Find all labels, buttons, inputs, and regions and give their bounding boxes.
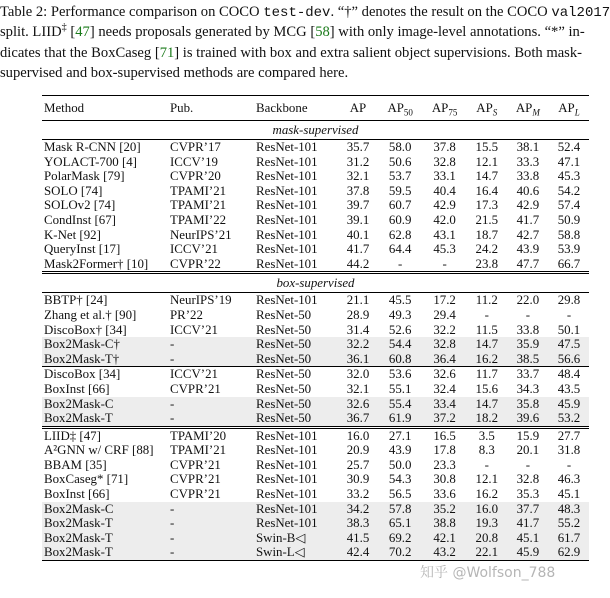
cell-apl: -: [566, 457, 572, 472]
cell-backbone: ResNet-101: [256, 212, 318, 227]
cell-backbone: ResNet-101: [256, 227, 318, 242]
col-ap75: $AP_{75}$: [422, 96, 466, 121]
cell-apl: 61.7: [549, 531, 589, 546]
cell-pub: -: [168, 516, 254, 531]
cell-ap50: 50.6: [388, 154, 412, 169]
cell-method: Box2Mask-T†: [42, 352, 168, 367]
cell-backbone: Swin-L◁: [254, 545, 338, 560]
section-box-supervised: box-supervised: [42, 273, 589, 293]
citation-link[interactable]: 71: [159, 44, 175, 61]
caption-line-4: supervised and box-supervised methods are compared here.: [0, 64, 349, 81]
table-row: [42, 397, 589, 412]
cell-ap: 41.7: [346, 242, 370, 257]
cell-apm: 33.8: [516, 322, 540, 337]
cell-ap75: 32.8: [433, 154, 456, 169]
cell-pub: ICCV’21: [168, 367, 254, 382]
cell-backbone: ResNet-101: [256, 256, 318, 271]
cell-apl: 48.4: [549, 367, 589, 382]
cell-ap: 37.8: [346, 183, 370, 198]
cell-apm: 38.5: [507, 352, 549, 367]
cell-aps: 15.6: [475, 381, 499, 396]
cell-apl: 66.7: [557, 256, 581, 271]
cell-ap50: 53.6: [378, 367, 422, 382]
cell-apl: 57.4: [557, 198, 581, 213]
table-row: [42, 198, 589, 213]
cell-ap50: 61.9: [378, 411, 422, 427]
table-row: [42, 443, 589, 458]
cell-aps: 11.5: [475, 322, 498, 337]
cell-ap75: 35.2: [422, 502, 466, 517]
cell-method: Box2Mask-C: [42, 502, 168, 517]
cell-pub: TPAMI’22: [170, 212, 227, 227]
table-row: [42, 502, 589, 517]
table-row: [42, 228, 589, 243]
citation-link[interactable]: 58: [315, 24, 330, 41]
table-row: [42, 427, 589, 443]
cell-backbone: ResNet-50: [256, 307, 312, 322]
cell-pub: ICCV’21: [170, 242, 218, 257]
cell-ap50: -: [398, 256, 403, 271]
cell-pub: -: [168, 545, 254, 560]
cell-apl: 62.9: [549, 545, 589, 560]
cell-ap50: 69.2: [378, 531, 422, 546]
cell-backbone: ResNet-101: [256, 457, 318, 472]
cell-ap50: 64.4: [388, 242, 412, 257]
cell-ap75: 37.8: [433, 140, 456, 154]
cell-ap50: 70.2: [378, 545, 422, 560]
cell-ap75: 42.9: [433, 198, 456, 213]
cell-ap75: 17.2: [433, 293, 456, 308]
cell-apl: 50.9: [557, 212, 581, 227]
cell-apm: -: [525, 457, 530, 472]
cell-pub: -: [168, 397, 254, 412]
cell-ap: 36.7: [338, 411, 378, 427]
col-apl: $AP_L$: [549, 96, 589, 121]
cell-ap: 42.4: [338, 545, 378, 560]
cell-backbone: ResNet-101: [254, 502, 338, 517]
col-ap: AP: [338, 96, 378, 121]
cell-method: Box2Mask-T: [42, 516, 168, 531]
cell-apl: 31.8: [557, 443, 581, 458]
cell-ap50: 54.4: [378, 337, 422, 352]
cell-apm: 39.6: [507, 411, 549, 427]
cell-ap50: 50.0: [388, 457, 412, 472]
cell-apm: 34.3: [516, 381, 540, 396]
cell-backbone: ResNet-101: [256, 242, 318, 257]
cell-ap50: 57.8: [378, 502, 422, 517]
cell-backbone: ResNet-101: [254, 516, 338, 531]
cell-aps: 17.3: [475, 198, 499, 213]
cell-apl: 53.2: [549, 411, 589, 427]
cell-ap75: 32.2: [433, 322, 456, 337]
cell-ap: 31.2: [346, 154, 370, 169]
cell-aps: 3.5: [467, 427, 507, 443]
cell-aps: 12.1: [475, 154, 499, 169]
table-row: [42, 487, 589, 502]
results-table: [42, 95, 589, 561]
cell-pub: -: [168, 502, 254, 517]
zhihu-watermark: 知乎 @Wolfson_788: [420, 565, 556, 581]
cell-aps: 16.4: [475, 183, 499, 198]
cell-apl: 45.3: [557, 169, 581, 184]
cell-method: DiscoBox† [34]: [44, 322, 127, 337]
cell-ap50: 49.3: [388, 307, 412, 322]
cell-apm: 33.3: [516, 154, 540, 169]
cell-aps: 18.7: [475, 227, 499, 242]
cell-method: SOLO [74]: [44, 183, 103, 198]
cell-apl: 58.8: [557, 227, 581, 242]
cell-apl: 47.5: [549, 337, 589, 352]
cell-apl: 50.1: [557, 322, 581, 337]
cell-backbone: ResNet-101: [256, 198, 318, 213]
cell-ap: 39.1: [346, 212, 370, 227]
cell-backbone: ResNet-101: [256, 140, 318, 154]
cell-apl: 53.9: [557, 242, 581, 257]
table-row: [42, 516, 589, 531]
cell-apm: 45.1: [507, 531, 549, 546]
cell-pub: -: [168, 411, 254, 427]
cell-ap75: 37.2: [422, 411, 466, 427]
cell-apl: 45.9: [549, 397, 589, 412]
cell-aps: 8.3: [478, 443, 495, 458]
cell-method: Box2Mask-T: [42, 545, 168, 560]
cell-method: K-Net [92]: [44, 227, 101, 242]
cell-aps: 20.8: [467, 531, 507, 546]
cell-method: DiscoBox [34]: [42, 367, 168, 382]
cell-ap50: 56.5: [388, 487, 412, 502]
cell-ap75: 40.4: [433, 183, 456, 198]
cell-aps: 11.7: [467, 367, 507, 382]
cell-ap75: 17.8: [433, 443, 456, 458]
cell-apm: 41.7: [516, 212, 540, 227]
cell-ap: 35.7: [346, 140, 370, 154]
cell-ap75: 33.4: [422, 397, 466, 412]
cell-ap: 36.1: [338, 352, 378, 367]
col-ap50: $AP_{50}$: [378, 96, 422, 121]
cell-method: Mask R-CNN [20]: [44, 140, 141, 154]
cell-apm: 20.1: [516, 443, 540, 458]
table-row: [42, 337, 589, 352]
cell-method: LIID‡ [47]: [42, 427, 168, 443]
cell-pub: -: [168, 352, 254, 367]
cell-apm: 42.7: [516, 227, 540, 242]
cell-ap: 38.3: [338, 516, 378, 531]
cell-aps: -: [484, 307, 489, 322]
cell-ap: 30.9: [346, 472, 370, 487]
cell-ap75: 32.4: [433, 381, 456, 396]
table-row: [42, 213, 589, 228]
cell-aps: 23.8: [475, 256, 499, 271]
cell-apm: 43.9: [516, 242, 540, 257]
table-row: [42, 411, 589, 427]
cell-pub: CVPR’21: [170, 487, 221, 502]
cell-backbone: ResNet-50: [254, 411, 338, 427]
cell-pub: CVPR’22: [170, 256, 221, 271]
cell-method: Mask2Former† [10]: [44, 256, 149, 271]
cell-ap50: 60.8: [378, 352, 422, 367]
table-caption: [0, 2, 610, 83]
cell-pub: TPAMI’21: [170, 198, 227, 213]
cell-aps: 16.2: [467, 352, 507, 367]
cell-method: BoxInst [66]: [44, 487, 110, 502]
cell-apm: 33.8: [516, 169, 540, 184]
cell-apm: -: [525, 307, 530, 322]
cell-apm: 35.3: [516, 487, 540, 502]
cell-ap50: 43.9: [388, 443, 412, 458]
cell-ap: 39.7: [346, 198, 370, 213]
cell-aps: 14.7: [467, 337, 507, 352]
cell-pub: CVPR’21: [170, 381, 221, 396]
cell-ap: 25.7: [346, 457, 370, 472]
cell-apm: 22.0: [516, 293, 540, 308]
cell-apl: -: [566, 307, 572, 322]
table-body: [42, 121, 589, 561]
section-mask-supervised: mask-supervised: [42, 121, 589, 140]
col-pub: Pub.: [168, 96, 254, 121]
split-name: test-dev: [263, 5, 331, 21]
table-row: [42, 531, 589, 546]
cell-apm: 41.7: [507, 516, 549, 531]
col-backbone: Backbone: [254, 96, 338, 121]
cell-backbone: ResNet-101: [256, 183, 318, 198]
cell-ap50: 65.1: [378, 516, 422, 531]
cell-backbone: Swin-B◁: [254, 531, 338, 546]
cell-pub: CVPR’21: [170, 457, 221, 472]
cell-ap75: -: [442, 256, 447, 271]
cell-method: SOLOv2 [74]: [44, 198, 116, 213]
cell-method: Box2Mask-C†: [42, 337, 168, 352]
cell-ap: 32.2: [338, 337, 378, 352]
cell-apl: 46.3: [557, 472, 581, 487]
cell-method: CondInst [67]: [44, 212, 116, 227]
cell-aps: 14.7: [475, 169, 499, 184]
cell-pub: -: [168, 337, 254, 352]
cell-pub: ICCV’19: [170, 154, 218, 169]
citation-link[interactable]: 47: [75, 24, 90, 41]
cell-method: A²GNN w/ CRF [88]: [44, 443, 154, 458]
cell-ap75: 29.4: [433, 307, 456, 322]
cell-backbone: ResNet-101: [256, 487, 318, 502]
cell-ap75: 43.2: [422, 545, 466, 560]
cell-ap75: 42.0: [433, 212, 456, 227]
cell-ap: 32.1: [346, 169, 370, 184]
cell-pub: NeurIPS’19: [170, 293, 232, 308]
cell-ap50: 60.9: [388, 212, 412, 227]
cell-ap: 40.1: [346, 227, 370, 242]
cell-pub: TPAMI’21: [170, 183, 227, 198]
cell-pub: CVPR’20: [170, 169, 221, 184]
cell-backbone: ResNet-50: [254, 397, 338, 412]
cell-aps: 18.2: [467, 411, 507, 427]
cell-aps: 22.1: [467, 545, 507, 560]
cell-backbone: ResNet-101: [256, 154, 318, 169]
table-row: [42, 169, 589, 184]
cell-ap75: 43.1: [433, 227, 456, 242]
cell-backbone: ResNet-50: [256, 322, 312, 337]
cell-apm: 45.9: [507, 545, 549, 560]
cell-method: YOLACT-700 [4]: [44, 154, 137, 169]
cell-apm: 40.6: [516, 183, 540, 198]
cell-ap75: 23.3: [433, 457, 456, 472]
cell-ap75: 33.1: [433, 169, 456, 184]
cell-aps: 16.2: [475, 487, 499, 502]
table-row: [42, 140, 589, 155]
table-row: [42, 155, 589, 170]
cell-method: Zhang et al.† [90]: [44, 307, 137, 322]
cell-ap75: 45.3: [433, 242, 456, 257]
cell-pub: TPAMI’20: [168, 427, 254, 443]
cell-ap50: 62.8: [388, 227, 412, 242]
cell-method: BoxCaseg* [71]: [44, 472, 129, 487]
cell-ap75: 38.8: [422, 516, 466, 531]
cell-apm: 37.7: [507, 502, 549, 517]
cell-ap: 33.2: [346, 487, 370, 502]
cell-method: BBAM [35]: [44, 457, 107, 472]
cell-backbone: ResNet-50: [254, 352, 338, 367]
cell-ap50: 55.1: [388, 381, 412, 396]
cell-ap50: 59.5: [388, 183, 412, 198]
cell-method: Box2Mask-T: [42, 411, 168, 427]
table-row: [42, 352, 589, 367]
cell-apl: 48.3: [549, 502, 589, 517]
table-row: [42, 382, 589, 397]
cell-apm: 32.8: [516, 472, 540, 487]
table-row: [42, 184, 589, 199]
cell-apl: 56.6: [549, 352, 589, 367]
cell-method: QueryInst [17]: [44, 242, 121, 257]
cell-apm: 42.9: [516, 198, 540, 213]
cell-backbone: ResNet-101: [256, 169, 318, 184]
cell-apl: 45.1: [557, 487, 581, 502]
table-row: [42, 367, 589, 382]
col-aps: $AP_S$: [467, 96, 507, 121]
cell-backbone: ResNet-101: [256, 443, 318, 458]
cell-ap50: 60.7: [388, 198, 412, 213]
cell-ap: 41.5: [338, 531, 378, 546]
table-row: [42, 242, 589, 257]
cell-ap50: 53.7: [388, 169, 412, 184]
cell-ap75: 33.6: [433, 487, 456, 502]
col-apm: $AP_M$: [507, 96, 549, 121]
cell-pub: ICCV’21: [170, 322, 218, 337]
cell-ap50: 54.3: [388, 472, 412, 487]
cell-ap75: 32.6: [422, 367, 466, 382]
cell-ap75: 36.4: [422, 352, 466, 367]
cell-pub: NeurIPS’21: [170, 227, 232, 242]
cell-ap: 31.4: [346, 322, 370, 337]
cell-backbone: ResNet-101: [256, 472, 318, 487]
cell-aps: 24.2: [475, 242, 499, 257]
cell-method: BoxInst [66]: [44, 381, 110, 396]
col-method: Method: [42, 96, 168, 121]
cell-aps: 14.7: [467, 397, 507, 412]
cell-apl: 43.5: [557, 381, 581, 396]
cell-apl: 27.7: [549, 427, 589, 443]
cell-backbone: ResNet-101: [256, 293, 318, 308]
table-row: [42, 458, 589, 473]
cell-pub: CVPR’17: [170, 140, 221, 154]
cell-apm: 35.8: [507, 397, 549, 412]
cell-apl: 29.8: [557, 293, 581, 308]
split-name: val2017: [551, 5, 610, 21]
cell-ap50: 27.1: [378, 427, 422, 443]
cell-apl: 55.2: [549, 516, 589, 531]
cell-ap75: 32.8: [422, 337, 466, 352]
cell-ap: 16.0: [338, 427, 378, 443]
cell-method: Box2Mask-C: [42, 397, 168, 412]
cell-apm: 15.9: [507, 427, 549, 443]
cell-ap: 21.1: [346, 293, 370, 308]
cell-ap50: 55.4: [378, 397, 422, 412]
cell-apl: 54.2: [557, 183, 581, 198]
table-row: [42, 545, 589, 560]
table-row: [42, 472, 589, 487]
caption-label: Table 2:: [0, 4, 48, 20]
table-row: [42, 257, 589, 273]
caption-line-2: split. LIID‡ [47] needs proposals generated by MCG [58] with only image-level annotations. “*” in-: [0, 22, 585, 41]
cell-apm: 47.7: [516, 256, 540, 271]
cell-ap: 34.2: [338, 502, 378, 517]
cell-ap50: 52.6: [388, 322, 412, 337]
cell-method: PolarMask [79]: [44, 169, 125, 184]
cell-aps: -: [484, 457, 489, 472]
caption-line-1: Table 2: Performance comparison on COCO test-dev. “†” denotes the result on the COCO val2017: [0, 4, 610, 21]
cell-ap50: 45.5: [388, 293, 412, 308]
table-row: [42, 308, 589, 323]
cell-ap: 32.6: [338, 397, 378, 412]
cell-aps: 11.2: [475, 293, 498, 308]
cell-backbone: ResNet-50: [254, 337, 338, 352]
cell-ap: 32.1: [346, 381, 370, 396]
cell-aps: 19.3: [467, 516, 507, 531]
cell-apm: 33.7: [507, 367, 549, 382]
cell-pub: TPAMI’21: [170, 443, 227, 458]
cell-ap: 44.2: [346, 256, 370, 271]
cell-ap: 20.9: [346, 443, 370, 458]
cell-apm: 38.1: [516, 140, 540, 154]
cell-ap75: 42.1: [422, 531, 466, 546]
cell-pub: CVPR’21: [170, 472, 221, 487]
cell-aps: 12.1: [475, 472, 499, 487]
cell-apl: 52.4: [557, 140, 581, 154]
table-row: [42, 323, 589, 338]
cell-ap75: 30.8: [433, 472, 456, 487]
cell-ap: 32.0: [338, 367, 378, 382]
cell-pub: PR’22: [170, 307, 203, 322]
cell-ap75: 16.5: [422, 427, 466, 443]
cell-method: BBTP† [24]: [44, 293, 108, 308]
table-header-row: [42, 96, 589, 121]
cell-aps: 16.0: [467, 502, 507, 517]
cell-ap: 28.9: [346, 307, 370, 322]
caption-line-3: dicates that the BoxCaseg [71] is trained with box and extra salient object supervisions. Both mask-: [0, 44, 583, 61]
cell-backbone: ResNet-50: [256, 381, 312, 396]
cell-apm: 35.9: [507, 337, 549, 352]
cell-aps: 21.5: [475, 212, 499, 227]
cell-pub: -: [168, 531, 254, 546]
cell-aps: 15.5: [475, 140, 499, 154]
cell-method: Box2Mask-T: [42, 531, 168, 546]
cell-apl: 47.1: [557, 154, 581, 169]
cell-ap50: 58.0: [388, 140, 412, 154]
cell-backbone: ResNet-50: [254, 367, 338, 382]
cell-backbone: ResNet-101: [254, 427, 338, 443]
table-row: [42, 293, 589, 308]
